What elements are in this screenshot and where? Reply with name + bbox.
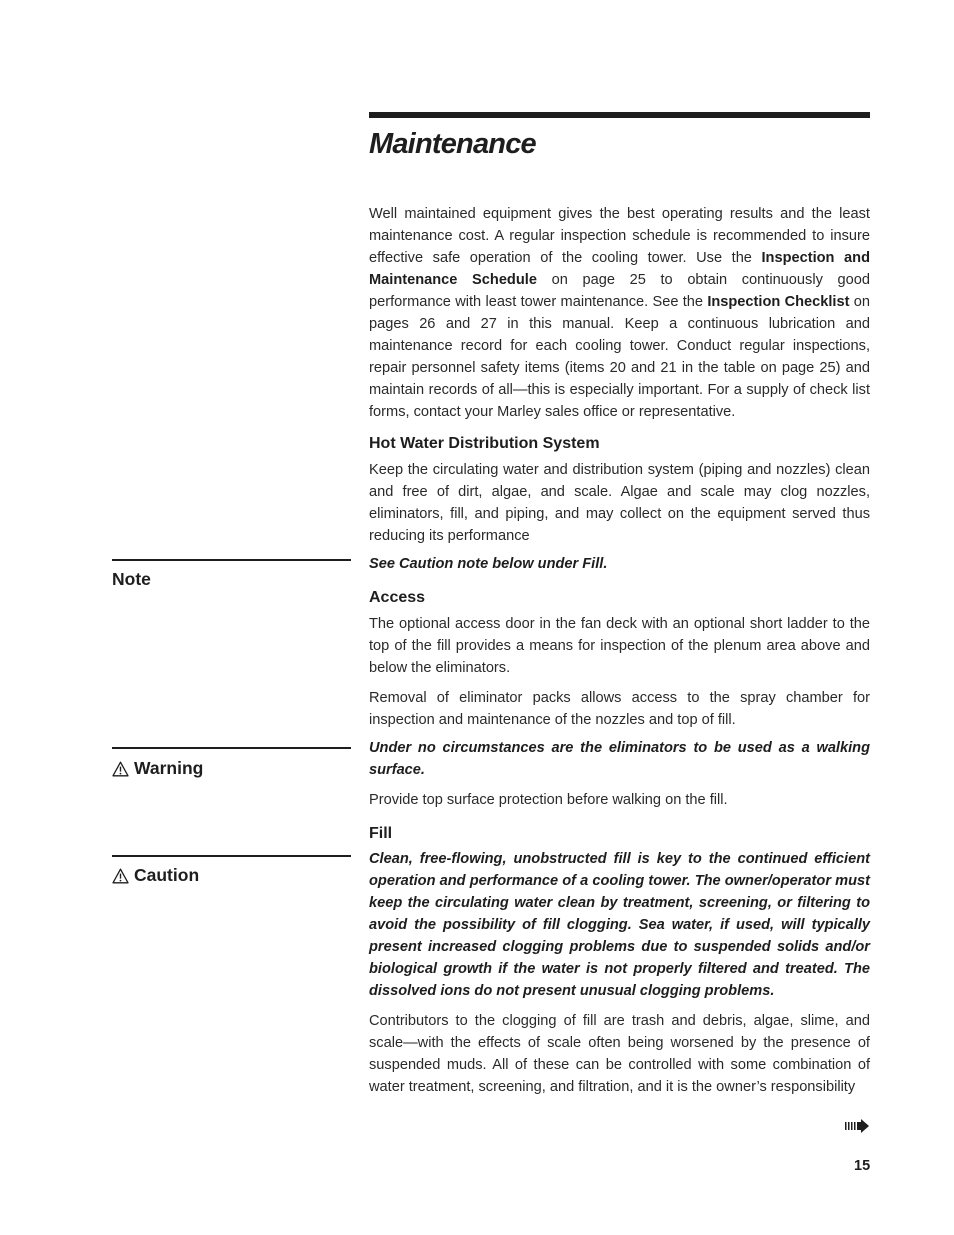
note-rule <box>112 559 351 561</box>
warning-triangle-icon <box>112 761 129 777</box>
warning-section <box>369 737 870 811</box>
inspection-schedule-ref: Inspection and Maintenance Schedule <box>369 250 870 288</box>
fill-heading: Fill <box>369 825 393 842</box>
fill-section <box>369 848 870 1098</box>
warning-rule <box>112 747 351 749</box>
fill-paragraph-2: Contributors to the clogging of fill are trash and debris, algae, slime, and scale—with the effects of scale often being worsened by the presence of suspended muds. All of these can be controlled with some combination of water treatment, screening, and filtration, and it is the owner’s responsibility <box>369 1013 870 1095</box>
hot-water-heading: Hot Water Distribution System <box>369 435 600 452</box>
intro-section <box>369 203 870 423</box>
warning-text: Under no circumstances are the eliminators to be used as a walking surface. <box>369 740 870 778</box>
note-label: Note <box>112 569 151 589</box>
access-heading: Access <box>369 589 426 606</box>
continued-arrow-icon <box>845 1119 869 1133</box>
warning-triangle-icon <box>112 868 129 884</box>
access-paragraph-1: The optional access door in the fan deck with an optional short ladder to the top of the fill provides a means for inspection of the plenum area above and below the eliminators. <box>369 616 870 676</box>
hot-water-section <box>369 433 870 547</box>
caution-label: Caution <box>112 865 199 886</box>
intro-paragraph: Well maintained equipment gives the best operating results and the least maintenance cost. A regular inspection schedule is recommended to insure effective safe operation of the cooling tower. Use the Inspection and Maintenance Schedule on page 25 to obtain continuously good performance with least tower maintenance. See the Inspection Checklist on pages 26 and 27 in this manual. Keep a continuous lubrication and maintenance record for each cooling tower. Conduct regular inspections, repair personnel safety items (items 20 and 21 in the table on page 25) and maintain records of all—this is especially important. For a supply of check list forms, contact your Marley sales office or representative. <box>369 206 870 420</box>
note-text: See Caution note below under Fill. <box>369 556 608 572</box>
page-number: 15 <box>854 1158 871 1174</box>
title-rule <box>369 112 870 118</box>
access-paragraph-2: Removal of eliminator packs allows access to the spray chamber for inspection and maintenance of the nozzles and top of fill. <box>369 690 870 728</box>
inspection-checklist-ref: Inspection Checklist <box>707 294 850 310</box>
warning-label: Warning <box>112 758 203 779</box>
page-title: Maintenance <box>369 128 536 160</box>
fill-heading-block <box>369 823 870 845</box>
access-section <box>369 587 870 731</box>
caution-text: Clean, free-flowing, unobstructed fill is key to the continued efficient operation and performance of a cooling tower. The owner/operator must keep the circulating water clean by treatment, screening, or filtering to avoid the possibility of fill clogging. Sea water, if used, will typically present increased clogging problems due to suspended solids and/or biological growth if the water is not properly filtered and treated. The dissolved ions do not present unusual clogging problems. <box>369 851 870 999</box>
warning-followup: Provide top surface protection before walking on the fill. <box>369 792 728 808</box>
hot-water-paragraph: Keep the circulating water and distribution system (piping and nozzles) clean and free of dirt, algae, and scale. Algae and scale may clog nozzles, eliminators, fill, and piping, and may collect on the equipment served thus reducing its performance <box>369 462 870 544</box>
caution-rule <box>112 855 351 857</box>
